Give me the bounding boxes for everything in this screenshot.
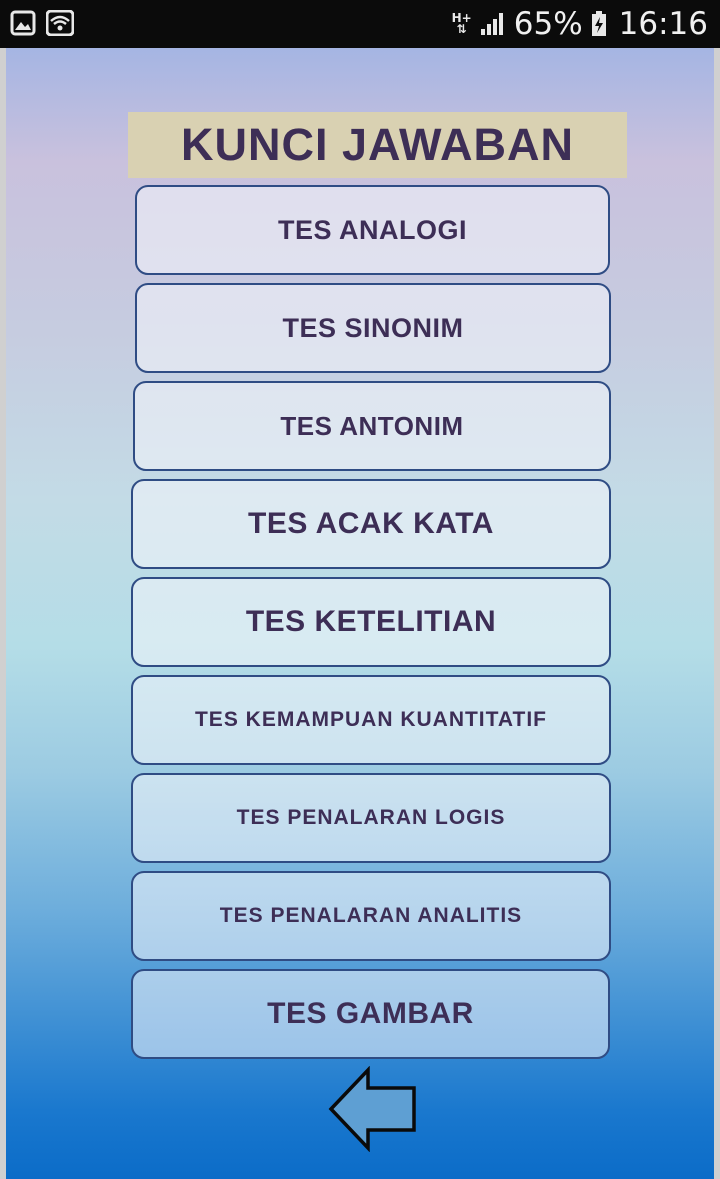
button-label: TES GAMBAR	[267, 997, 474, 1030]
page-title-box	[128, 112, 627, 178]
button-label: TES KETELITIAN	[245, 605, 497, 638]
tes-sinonim-button[interactable]	[135, 283, 611, 373]
battery-charging-icon	[591, 11, 607, 37]
button-label: TES KEMAMPUAN KUANTITATIF	[194, 708, 548, 731]
app-screen	[6, 48, 714, 1179]
button-label: TES ANTONIM	[280, 410, 464, 441]
button-label: TES PENALARAN LOGIS	[236, 806, 506, 829]
button-label: TES ANALOGI	[277, 214, 467, 245]
button-label: TES SINONIM	[282, 312, 464, 343]
back-arrow-icon[interactable]	[328, 1066, 418, 1152]
button-label: TES ACAK KATA	[248, 507, 494, 540]
tes-acak-kata-button[interactable]	[131, 479, 611, 569]
battery-percent: 65%	[513, 6, 583, 42]
status-bar	[0, 0, 720, 48]
tes-antonim-button[interactable]	[133, 381, 611, 471]
status-left-icons	[10, 10, 74, 36]
tes-ketelitian-button[interactable]	[131, 577, 611, 667]
status-right-icons	[452, 0, 708, 48]
clock: 16:16	[618, 6, 708, 42]
signal-icon	[480, 12, 506, 36]
image-icon	[10, 10, 36, 36]
tes-gambar-button[interactable]	[131, 969, 610, 1059]
tes-penalaran-logis-button[interactable]	[131, 773, 611, 863]
wifi-icon	[46, 10, 74, 36]
page-title: KUNCI JAWABAN	[180, 119, 575, 170]
button-label: TES PENALARAN ANALITIS	[219, 904, 523, 927]
tes-kemampuan-kuantitatif-button[interactable]	[131, 675, 611, 765]
network-type: H+ ⇅	[451, 11, 472, 36]
tes-analogi-button[interactable]	[135, 185, 610, 275]
tes-penalaran-analitis-button[interactable]	[131, 871, 611, 961]
